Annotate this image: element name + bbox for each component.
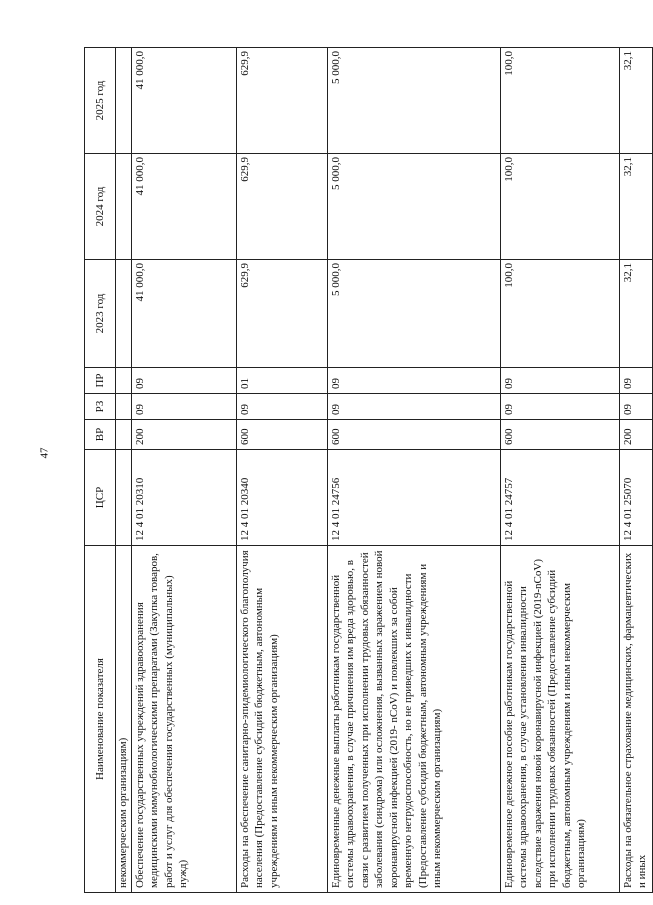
header-2023: 2023 год bbox=[85, 260, 116, 368]
cell-pr: 09 bbox=[131, 368, 236, 394]
cell-2025: 100,0 bbox=[500, 48, 619, 154]
cell-2024: 32,1 bbox=[619, 154, 652, 260]
cell-csr: 12 4 01 24756 bbox=[327, 450, 500, 546]
table-row bbox=[619, 48, 652, 893]
table-row-continuation bbox=[116, 48, 132, 893]
budget-table bbox=[84, 47, 653, 893]
cell-2025: 32,1 bbox=[619, 48, 652, 154]
cell-name: Единовременное денежное пособие работникам государственной системы здравоохранения, в случае установления инвалидности вследствие заражения новой коронавирусной инфекцией (2019-nCoV) при исполнении трудовых обязанностей (Предоставление субсидий бюджетным, автономным учреждениям и иным некоммерческим организациям) bbox=[500, 546, 619, 893]
table-row bbox=[500, 48, 619, 893]
cell-2025: 629,9 bbox=[236, 48, 327, 154]
table-row bbox=[131, 48, 236, 893]
cell-2024: 5 000,0 bbox=[327, 154, 500, 260]
cell-2023: 5 000,0 bbox=[327, 260, 500, 368]
cell-vr: 200 bbox=[619, 420, 652, 450]
cell-2023: 32,1 bbox=[619, 260, 652, 368]
header-name: Наименование показателя bbox=[85, 546, 116, 893]
cell-csr: 12 4 01 20310 bbox=[131, 450, 236, 546]
header-2025: 2025 год bbox=[85, 48, 116, 154]
cell-name: Расходы на обеспечение санитарно-эпидемиологического благополучия населения (Предоставление субсидий бюджетным, автономным учреждениям и иным некоммерческим организациям) bbox=[236, 546, 327, 893]
cell-csr: 12 4 01 24757 bbox=[500, 450, 619, 546]
cell-name: Расходы на обязательное страхование медицинских, фармацевтических и иных bbox=[619, 546, 652, 893]
cell-vr: 600 bbox=[236, 420, 327, 450]
cell-2024: 100,0 bbox=[500, 154, 619, 260]
table-container bbox=[84, 48, 648, 893]
page-number: 47 bbox=[38, 447, 51, 459]
header-pr: ПР bbox=[85, 368, 116, 394]
table-row bbox=[327, 48, 500, 893]
cell-2023: 100,0 bbox=[500, 260, 619, 368]
rotated-table-wrapper bbox=[84, 48, 648, 893]
cell-2024: 629,9 bbox=[236, 154, 327, 260]
header-2024: 2024 год bbox=[85, 154, 116, 260]
cell-vr: 600 bbox=[500, 420, 619, 450]
cell-rz: 09 bbox=[327, 394, 500, 420]
cell-pr: 09 bbox=[619, 368, 652, 394]
table-header-row bbox=[85, 48, 116, 893]
cell-rz: 09 bbox=[131, 394, 236, 420]
cell-csr: 12 4 01 20340 bbox=[236, 450, 327, 546]
cell-2023: 41 000,0 bbox=[131, 260, 236, 368]
cell-vr: 600 bbox=[327, 420, 500, 450]
header-csr: ЦСР bbox=[85, 450, 116, 546]
cell-2023: 629,9 bbox=[236, 260, 327, 368]
cell-name: Единовременные денежные выплаты работникам государственной системы здравоохранения, в случае причинения им вреда здоровью, в связи с развитием полученных при исполнении трудовых обязанностей заболевания (синдрома) или осложнения, вызванных заражением новой коронавирусной инфекцией (2019- nCoV) и повлекших за собой временную нетрудоспособность, но не приведших к инвалидности (Предоставление субсидий бюджетным, автономным учреждениям и иным некоммерческим организациям) bbox=[327, 546, 500, 893]
table-row bbox=[236, 48, 327, 893]
cell-2025: 5 000,0 bbox=[327, 48, 500, 154]
cell-csr: 12 4 01 25070 bbox=[619, 450, 652, 546]
cell-rz: 09 bbox=[236, 394, 327, 420]
cell-2024: 41 000,0 bbox=[131, 154, 236, 260]
cell-2025: 41 000,0 bbox=[131, 48, 236, 154]
cell-pr: 01 bbox=[236, 368, 327, 394]
cell-rz: 09 bbox=[500, 394, 619, 420]
cell-pr: 09 bbox=[500, 368, 619, 394]
header-vr: ВР bbox=[85, 420, 116, 450]
cell-pr: 09 bbox=[327, 368, 500, 394]
header-rz: РЗ bbox=[85, 394, 116, 420]
cell-name: Обеспечение государственных учреждений здравоохранения медицинскими иммунобиологическими препаратами (Закупка товаров, работ и услуг для обеспечения государственных (муниципальных) нужд) bbox=[131, 546, 236, 893]
cell-vr: 200 bbox=[131, 420, 236, 450]
cell-rz: 09 bbox=[619, 394, 652, 420]
continuation-text: некоммерческим организациям) bbox=[116, 546, 132, 893]
